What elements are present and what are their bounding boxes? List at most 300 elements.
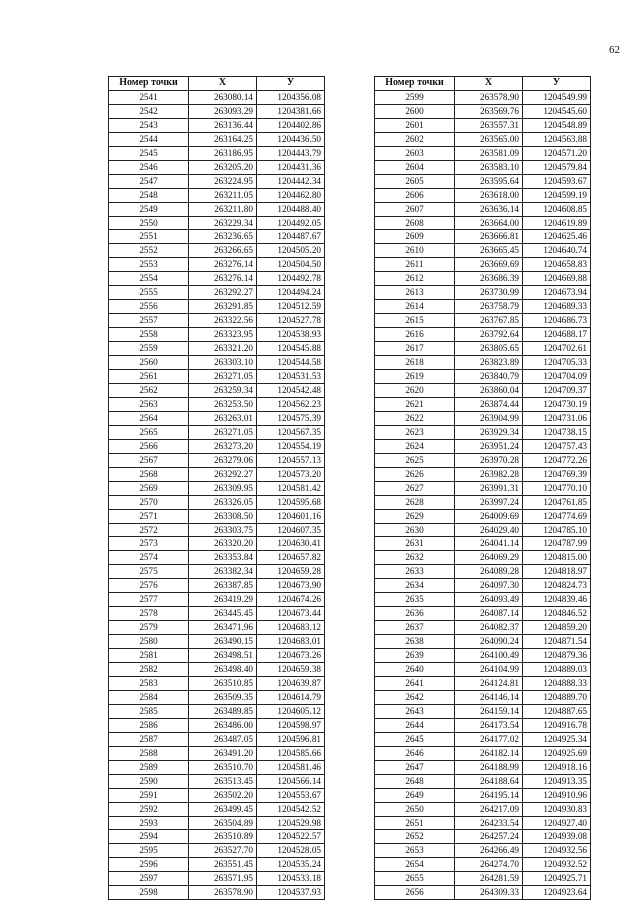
x-coordinate-cell: 264009.69 xyxy=(455,509,523,523)
point-number-cell: 2547 xyxy=(109,174,189,188)
y-coordinate-cell: 1204593.67 xyxy=(523,174,591,188)
point-number-cell: 2643 xyxy=(375,704,455,718)
header-point-number: Номер точки xyxy=(109,77,189,91)
table-row xyxy=(375,649,591,663)
point-number-cell: 2580 xyxy=(109,635,189,649)
y-coordinate-cell: 1204562.23 xyxy=(257,397,325,411)
x-coordinate-cell: 263303.75 xyxy=(189,523,257,537)
x-coordinate-cell: 263263.01 xyxy=(189,411,257,425)
point-number-cell: 2652 xyxy=(375,830,455,844)
y-coordinate-cell: 1204738.15 xyxy=(523,425,591,439)
table-row xyxy=(375,732,591,746)
x-coordinate-cell: 264087.14 xyxy=(455,607,523,621)
header-y: У xyxy=(257,77,325,91)
x-coordinate-cell: 263510.85 xyxy=(189,676,257,690)
y-coordinate-cell: 1204925.69 xyxy=(523,746,591,760)
y-coordinate-cell: 1204492.05 xyxy=(257,216,325,230)
x-coordinate-cell: 263387.85 xyxy=(189,579,257,593)
y-coordinate-cell: 1204688.17 xyxy=(523,328,591,342)
table-row xyxy=(375,788,591,802)
point-number-cell: 2651 xyxy=(375,816,455,830)
y-coordinate-cell: 1204683.01 xyxy=(257,635,325,649)
y-coordinate-cell: 1204673.94 xyxy=(523,286,591,300)
table-row xyxy=(375,774,591,788)
point-number-cell: 2577 xyxy=(109,593,189,607)
table-header-row xyxy=(375,77,591,91)
point-number-cell: 2600 xyxy=(375,104,455,118)
table-row xyxy=(109,411,325,425)
y-coordinate-cell: 1204639.87 xyxy=(257,676,325,690)
x-coordinate-cell: 263618.00 xyxy=(455,188,523,202)
y-coordinate-cell: 1204887.65 xyxy=(523,704,591,718)
point-number-cell: 2607 xyxy=(375,202,455,216)
point-number-cell: 2595 xyxy=(109,844,189,858)
point-number-cell: 2553 xyxy=(109,258,189,272)
point-number-cell: 2625 xyxy=(375,453,455,467)
x-coordinate-cell: 263581.09 xyxy=(455,146,523,160)
point-number-cell: 2629 xyxy=(375,509,455,523)
table-row xyxy=(375,844,591,858)
y-coordinate-cell: 1204932.52 xyxy=(523,858,591,872)
y-coordinate-cell: 1204871.54 xyxy=(523,635,591,649)
table-row xyxy=(109,481,325,495)
y-coordinate-cell: 1204512.59 xyxy=(257,300,325,314)
point-number-cell: 2628 xyxy=(375,495,455,509)
x-coordinate-cell: 264281.59 xyxy=(455,872,523,886)
y-coordinate-cell: 1204702.61 xyxy=(523,342,591,356)
x-coordinate-cell: 263730.99 xyxy=(455,286,523,300)
y-coordinate-cell: 1204431.36 xyxy=(257,160,325,174)
point-number-cell: 2632 xyxy=(375,551,455,565)
x-coordinate-cell: 263664.00 xyxy=(455,216,523,230)
point-number-cell: 2552 xyxy=(109,244,189,258)
point-number-cell: 2645 xyxy=(375,732,455,746)
table-row xyxy=(375,509,591,523)
table-row xyxy=(109,188,325,202)
y-coordinate-cell: 1204494.24 xyxy=(257,286,325,300)
y-coordinate-cell: 1204673.90 xyxy=(257,579,325,593)
point-number-cell: 2635 xyxy=(375,593,455,607)
y-coordinate-cell: 1204545.88 xyxy=(257,342,325,356)
table-row xyxy=(109,635,325,649)
y-coordinate-cell: 1204567.35 xyxy=(257,425,325,439)
point-number-cell: 2619 xyxy=(375,370,455,384)
table-row xyxy=(375,621,591,635)
point-number-cell: 2641 xyxy=(375,676,455,690)
point-number-cell: 2639 xyxy=(375,649,455,663)
x-coordinate-cell: 263292.27 xyxy=(189,467,257,481)
x-coordinate-cell: 263929.34 xyxy=(455,425,523,439)
x-coordinate-cell: 264097.30 xyxy=(455,579,523,593)
table-row xyxy=(375,816,591,830)
table-row xyxy=(375,258,591,272)
y-coordinate-cell: 1204462.80 xyxy=(257,188,325,202)
table-row xyxy=(375,565,591,579)
table-row xyxy=(109,495,325,509)
y-coordinate-cell: 1204686.73 xyxy=(523,314,591,328)
x-coordinate-cell: 263353.84 xyxy=(189,551,257,565)
point-number-cell: 2546 xyxy=(109,160,189,174)
y-coordinate-cell: 1204595.68 xyxy=(257,495,325,509)
y-coordinate-cell: 1204607.35 xyxy=(257,523,325,537)
table-row xyxy=(375,872,591,886)
table-row xyxy=(375,272,591,286)
y-coordinate-cell: 1204916.78 xyxy=(523,718,591,732)
x-coordinate-cell: 263767.85 xyxy=(455,314,523,328)
table-row xyxy=(109,146,325,160)
point-number-cell: 2627 xyxy=(375,481,455,495)
table-row xyxy=(375,244,591,258)
x-coordinate-cell: 263229.34 xyxy=(189,216,257,230)
y-coordinate-cell: 1204585.66 xyxy=(257,746,325,760)
x-coordinate-cell: 263595.64 xyxy=(455,174,523,188)
x-coordinate-cell: 264233.54 xyxy=(455,816,523,830)
table-row xyxy=(375,523,591,537)
table-row xyxy=(375,579,591,593)
x-coordinate-cell: 264069.29 xyxy=(455,551,523,565)
table-row xyxy=(109,90,325,104)
table-row xyxy=(109,453,325,467)
x-coordinate-cell: 264100.49 xyxy=(455,649,523,663)
x-coordinate-cell: 263382.34 xyxy=(189,565,257,579)
y-coordinate-cell: 1204442.34 xyxy=(257,174,325,188)
table-header-row xyxy=(109,77,325,91)
point-number-cell: 2549 xyxy=(109,202,189,216)
table-row xyxy=(109,383,325,397)
table-row xyxy=(375,160,591,174)
point-number-cell: 2564 xyxy=(109,411,189,425)
y-coordinate-cell: 1204619.89 xyxy=(523,216,591,230)
y-coordinate-cell: 1204529.98 xyxy=(257,816,325,830)
y-coordinate-cell: 1204761.85 xyxy=(523,495,591,509)
x-coordinate-cell: 263211.05 xyxy=(189,188,257,202)
x-coordinate-cell: 264173.54 xyxy=(455,718,523,732)
table-row xyxy=(109,397,325,411)
y-coordinate-cell: 1204772.26 xyxy=(523,453,591,467)
x-coordinate-cell: 263513.45 xyxy=(189,774,257,788)
y-coordinate-cell: 1204566.14 xyxy=(257,774,325,788)
y-coordinate-cell: 1204689.33 xyxy=(523,300,591,314)
table-row xyxy=(375,453,591,467)
x-coordinate-cell: 263636.14 xyxy=(455,202,523,216)
point-number-cell: 2637 xyxy=(375,621,455,635)
y-coordinate-cell: 1204683.12 xyxy=(257,621,325,635)
x-coordinate-cell: 263569.76 xyxy=(455,104,523,118)
x-coordinate-cell: 263266.65 xyxy=(189,244,257,258)
point-number-cell: 2617 xyxy=(375,342,455,356)
point-number-cell: 2598 xyxy=(109,886,189,900)
table-row xyxy=(375,90,591,104)
point-number-cell: 2557 xyxy=(109,314,189,328)
table-row xyxy=(109,886,325,900)
point-number-cell: 2622 xyxy=(375,411,455,425)
table-row xyxy=(375,216,591,230)
point-number-cell: 2648 xyxy=(375,774,455,788)
table-row xyxy=(109,342,325,356)
point-number-cell: 2589 xyxy=(109,760,189,774)
point-number-cell: 2561 xyxy=(109,370,189,384)
table-body-right xyxy=(375,90,591,899)
x-coordinate-cell: 264124.81 xyxy=(455,676,523,690)
y-coordinate-cell: 1204659.28 xyxy=(257,565,325,579)
table-row xyxy=(109,872,325,886)
y-coordinate-cell: 1204879.36 xyxy=(523,649,591,663)
x-coordinate-cell: 263666.81 xyxy=(455,230,523,244)
point-number-cell: 2551 xyxy=(109,230,189,244)
y-coordinate-cell: 1204630.41 xyxy=(257,537,325,551)
table-row xyxy=(375,704,591,718)
y-coordinate-cell: 1204818.97 xyxy=(523,565,591,579)
x-coordinate-cell: 264195.14 xyxy=(455,788,523,802)
point-number-cell: 2587 xyxy=(109,732,189,746)
y-coordinate-cell: 1204549.99 xyxy=(523,90,591,104)
x-coordinate-cell: 263557.31 xyxy=(455,118,523,132)
point-number-cell: 2654 xyxy=(375,858,455,872)
page-number: 62 xyxy=(609,44,620,56)
x-coordinate-cell: 263669.69 xyxy=(455,258,523,272)
y-coordinate-cell: 1204932.56 xyxy=(523,844,591,858)
y-coordinate-cell: 1204846.52 xyxy=(523,607,591,621)
table-row xyxy=(375,104,591,118)
point-number-cell: 2601 xyxy=(375,118,455,132)
table-row xyxy=(109,732,325,746)
table-row xyxy=(375,202,591,216)
x-coordinate-cell: 263489.85 xyxy=(189,704,257,718)
point-number-cell: 2554 xyxy=(109,272,189,286)
point-number-cell: 2565 xyxy=(109,425,189,439)
y-coordinate-cell: 1204581.42 xyxy=(257,481,325,495)
y-coordinate-cell: 1204548.89 xyxy=(523,118,591,132)
point-number-cell: 2633 xyxy=(375,565,455,579)
y-coordinate-cell: 1204673.26 xyxy=(257,649,325,663)
y-coordinate-cell: 1204599.19 xyxy=(523,188,591,202)
y-coordinate-cell: 1204859.20 xyxy=(523,621,591,635)
point-number-cell: 2559 xyxy=(109,342,189,356)
y-coordinate-cell: 1204731.06 xyxy=(523,411,591,425)
point-number-cell: 2568 xyxy=(109,467,189,481)
y-coordinate-cell: 1204544.58 xyxy=(257,356,325,370)
x-coordinate-cell: 263758.79 xyxy=(455,300,523,314)
y-coordinate-cell: 1204673.44 xyxy=(257,607,325,621)
point-number-cell: 2569 xyxy=(109,481,189,495)
x-coordinate-cell: 263491.20 xyxy=(189,746,257,760)
y-coordinate-cell: 1204923.64 xyxy=(523,886,591,900)
point-number-cell: 2614 xyxy=(375,300,455,314)
x-coordinate-cell: 263253.50 xyxy=(189,397,257,411)
x-coordinate-cell: 263322.56 xyxy=(189,314,257,328)
x-coordinate-cell: 263271.05 xyxy=(189,370,257,384)
x-coordinate-cell: 263309.95 xyxy=(189,481,257,495)
y-coordinate-cell: 1204918.16 xyxy=(523,760,591,774)
coordinates-table-right xyxy=(374,76,591,900)
y-coordinate-cell: 1204542.52 xyxy=(257,802,325,816)
table-row xyxy=(109,258,325,272)
y-coordinate-cell: 1204596.81 xyxy=(257,732,325,746)
point-number-cell: 2571 xyxy=(109,509,189,523)
y-coordinate-cell: 1204531.53 xyxy=(257,370,325,384)
x-coordinate-cell: 263164.25 xyxy=(189,132,257,146)
point-number-cell: 2646 xyxy=(375,746,455,760)
table-row xyxy=(109,132,325,146)
y-coordinate-cell: 1204492.78 xyxy=(257,272,325,286)
x-coordinate-cell: 263080.14 xyxy=(189,90,257,104)
y-coordinate-cell: 1204601.16 xyxy=(257,509,325,523)
y-coordinate-cell: 1204658.83 xyxy=(523,258,591,272)
table-row xyxy=(375,300,591,314)
x-coordinate-cell: 263320.20 xyxy=(189,537,257,551)
table-row xyxy=(109,467,325,481)
x-coordinate-cell: 263991.31 xyxy=(455,481,523,495)
point-number-cell: 2578 xyxy=(109,607,189,621)
x-coordinate-cell: 263874.44 xyxy=(455,397,523,411)
table-row xyxy=(109,230,325,244)
point-number-cell: 2560 xyxy=(109,356,189,370)
y-coordinate-cell: 1204657.82 xyxy=(257,551,325,565)
table-row xyxy=(375,537,591,551)
table-row xyxy=(375,342,591,356)
y-coordinate-cell: 1204533.18 xyxy=(257,872,325,886)
table-row xyxy=(109,244,325,258)
table-row xyxy=(375,635,591,649)
y-coordinate-cell: 1204824.73 xyxy=(523,579,591,593)
point-number-cell: 2579 xyxy=(109,621,189,635)
x-coordinate-cell: 263823.89 xyxy=(455,356,523,370)
table-row xyxy=(375,690,591,704)
x-coordinate-cell: 263205.20 xyxy=(189,160,257,174)
point-number-cell: 2585 xyxy=(109,704,189,718)
x-coordinate-cell: 263665.45 xyxy=(455,244,523,258)
table-row xyxy=(109,663,325,677)
point-number-cell: 2588 xyxy=(109,746,189,760)
x-coordinate-cell: 264274.70 xyxy=(455,858,523,872)
x-coordinate-cell: 264146.14 xyxy=(455,690,523,704)
x-coordinate-cell: 263982.28 xyxy=(455,467,523,481)
point-number-cell: 2543 xyxy=(109,118,189,132)
header-point-number: Номер точки xyxy=(375,77,455,91)
table-row xyxy=(109,202,325,216)
table-row xyxy=(375,314,591,328)
y-coordinate-cell: 1204930.83 xyxy=(523,802,591,816)
header-x: X xyxy=(189,77,257,91)
table-row xyxy=(109,272,325,286)
y-coordinate-cell: 1204579.84 xyxy=(523,160,591,174)
table-row xyxy=(109,314,325,328)
point-number-cell: 2584 xyxy=(109,690,189,704)
table-row xyxy=(375,118,591,132)
table-row xyxy=(109,593,325,607)
table-row xyxy=(109,621,325,635)
y-coordinate-cell: 1204770.10 xyxy=(523,481,591,495)
point-number-cell: 2574 xyxy=(109,551,189,565)
y-coordinate-cell: 1204625.46 xyxy=(523,230,591,244)
x-coordinate-cell: 263271.05 xyxy=(189,425,257,439)
point-number-cell: 2616 xyxy=(375,328,455,342)
y-coordinate-cell: 1204939.08 xyxy=(523,830,591,844)
point-number-cell: 2576 xyxy=(109,579,189,593)
point-number-cell: 2606 xyxy=(375,188,455,202)
point-number-cell: 2638 xyxy=(375,635,455,649)
point-number-cell: 2630 xyxy=(375,523,455,537)
point-number-cell: 2634 xyxy=(375,579,455,593)
point-number-cell: 2604 xyxy=(375,160,455,174)
y-coordinate-cell: 1204563.88 xyxy=(523,132,591,146)
y-coordinate-cell: 1204505.20 xyxy=(257,244,325,258)
point-number-cell: 2655 xyxy=(375,872,455,886)
point-number-cell: 2599 xyxy=(375,90,455,104)
point-number-cell: 2609 xyxy=(375,230,455,244)
table-row xyxy=(109,160,325,174)
point-number-cell: 2583 xyxy=(109,676,189,690)
y-coordinate-cell: 1204488.40 xyxy=(257,202,325,216)
x-coordinate-cell: 264309.33 xyxy=(455,886,523,900)
point-number-cell: 2611 xyxy=(375,258,455,272)
y-coordinate-cell: 1204522.57 xyxy=(257,830,325,844)
point-number-cell: 2647 xyxy=(375,760,455,774)
point-number-cell: 2642 xyxy=(375,690,455,704)
table-row xyxy=(375,593,591,607)
x-coordinate-cell: 263303.10 xyxy=(189,356,257,370)
y-coordinate-cell: 1204402.86 xyxy=(257,118,325,132)
y-coordinate-cell: 1204659.38 xyxy=(257,663,325,677)
table-row xyxy=(375,467,591,481)
y-coordinate-cell: 1204927.40 xyxy=(523,816,591,830)
table-row xyxy=(375,328,591,342)
point-number-cell: 2575 xyxy=(109,565,189,579)
y-coordinate-cell: 1204910.96 xyxy=(523,788,591,802)
table-row xyxy=(109,537,325,551)
table-row xyxy=(109,774,325,788)
header-y: У xyxy=(523,77,591,91)
point-number-cell: 2562 xyxy=(109,383,189,397)
x-coordinate-cell: 263578.90 xyxy=(189,886,257,900)
point-number-cell: 2573 xyxy=(109,537,189,551)
point-number-cell: 2566 xyxy=(109,439,189,453)
x-coordinate-cell: 263273.20 xyxy=(189,439,257,453)
x-coordinate-cell: 264089.28 xyxy=(455,565,523,579)
x-coordinate-cell: 264159.14 xyxy=(455,704,523,718)
x-coordinate-cell: 264082.37 xyxy=(455,621,523,635)
y-coordinate-cell: 1204674.26 xyxy=(257,593,325,607)
point-number-cell: 2567 xyxy=(109,453,189,467)
y-coordinate-cell: 1204888.33 xyxy=(523,676,591,690)
point-number-cell: 2605 xyxy=(375,174,455,188)
x-coordinate-cell: 263486.00 xyxy=(189,718,257,732)
table-row xyxy=(109,216,325,230)
table-row xyxy=(375,663,591,677)
table-row xyxy=(109,718,325,732)
y-coordinate-cell: 1204571.20 xyxy=(523,146,591,160)
x-coordinate-cell: 263211.80 xyxy=(189,202,257,216)
y-coordinate-cell: 1204815.00 xyxy=(523,551,591,565)
y-coordinate-cell: 1204889.03 xyxy=(523,663,591,677)
table-row xyxy=(109,830,325,844)
table-row xyxy=(375,370,591,384)
x-coordinate-cell: 263805.65 xyxy=(455,342,523,356)
table-row xyxy=(109,356,325,370)
y-coordinate-cell: 1204443.79 xyxy=(257,146,325,160)
table-row xyxy=(109,704,325,718)
point-number-cell: 2545 xyxy=(109,146,189,160)
x-coordinate-cell: 264217.09 xyxy=(455,802,523,816)
table-row xyxy=(109,844,325,858)
x-coordinate-cell: 263502.20 xyxy=(189,788,257,802)
table-row xyxy=(109,370,325,384)
point-number-cell: 2593 xyxy=(109,816,189,830)
point-number-cell: 2644 xyxy=(375,718,455,732)
point-number-cell: 2570 xyxy=(109,495,189,509)
x-coordinate-cell: 263904.99 xyxy=(455,411,523,425)
x-coordinate-cell: 263279.06 xyxy=(189,453,257,467)
